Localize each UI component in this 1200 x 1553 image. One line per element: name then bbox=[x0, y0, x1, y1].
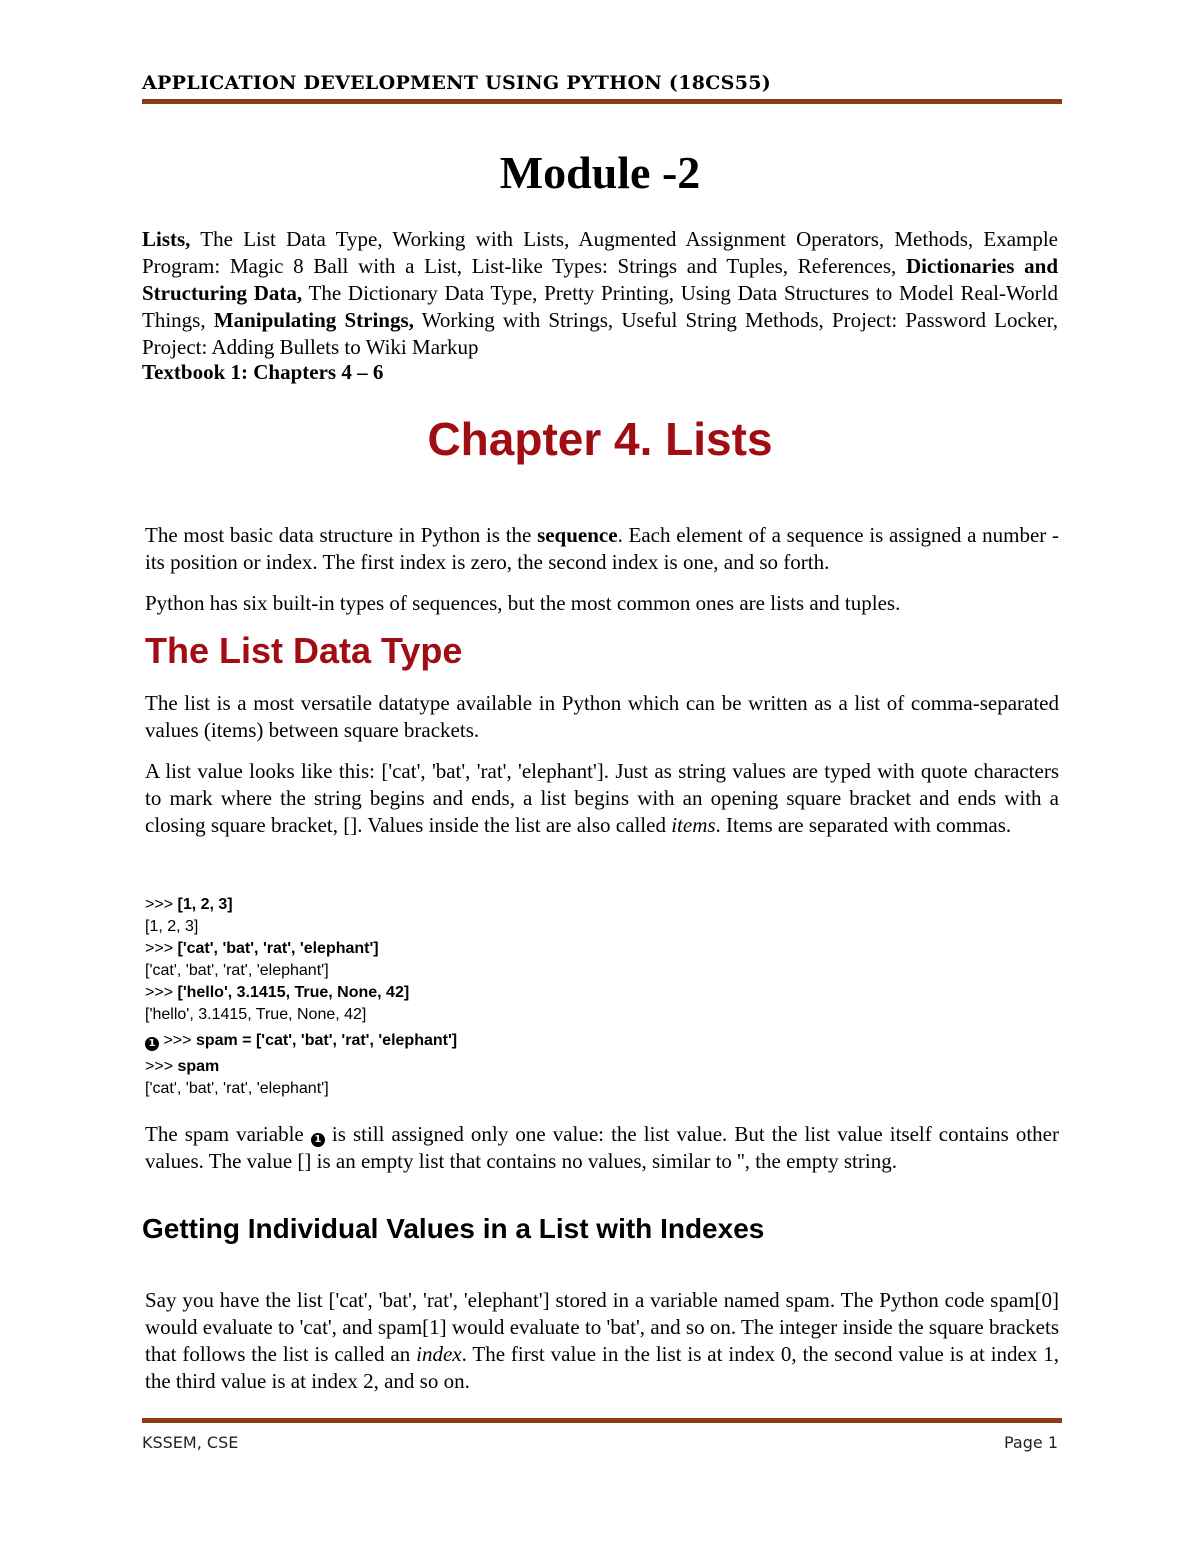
code-input: spam bbox=[177, 1058, 220, 1075]
module-title: Module -2 bbox=[499, 147, 701, 198]
callout-marker-icon: 1 bbox=[311, 1133, 325, 1147]
intro-paragraph-2: Python has six built-in types of sequences, but the most common ones are lists and tuples. bbox=[145, 591, 901, 615]
code-output: ['cat', 'bat', 'rat', 'elephant'] bbox=[145, 1080, 329, 1097]
text-run: . Items are separated with commas. bbox=[715, 813, 1012, 837]
text-run: . Each element of a sequence is assigned a number - its position or index. The first index is zero, the second index is one, and so forth. bbox=[145, 523, 1059, 574]
term-items: items bbox=[671, 813, 716, 837]
text-run: A list value looks like this: ['cat', 'bat', 'rat', 'elephant']. Just as string values are typed with quote characters to mark where the string begins and ends, a list begins with an opening square bracket and ends with a closing square bracket, []. Values inside the list are also called bbox=[145, 759, 1059, 837]
syllabus-text: The List Data Type, Working with Lists, Augmented Assignment Operators, Methods, Example Program: Magic 8 Ball with a List, List-like Types: Strings and Tuples, References, bbox=[142, 227, 1058, 278]
code-prompt: >>> bbox=[145, 940, 178, 957]
syllabus-topic-strings: Manipulating Strings, bbox=[213, 308, 414, 332]
syllabus-topic-lists: Lists, bbox=[142, 227, 191, 251]
code-input: spam = ['cat', 'bat', 'rat', 'elephant'] bbox=[195, 1032, 458, 1049]
footer-institution: KSSEM, CSE bbox=[142, 1433, 239, 1452]
code-line bbox=[145, 938, 1045, 960]
code-line bbox=[145, 1030, 1045, 1052]
code-prompt: >>> bbox=[163, 1032, 196, 1049]
running-header: APPLICATION DEVELOPMENT USING PYTHON (18CS55) bbox=[142, 72, 772, 94]
code-input: ['hello', 3.1415, True, None, 42] bbox=[177, 984, 410, 1001]
code-input: ['cat', 'bat', 'rat', 'elephant'] bbox=[177, 940, 379, 957]
header-rule bbox=[142, 99, 1062, 104]
code-line bbox=[145, 894, 1045, 916]
text-run: The most basic data structure in Python is the bbox=[145, 523, 538, 547]
footer-rule bbox=[142, 1418, 1062, 1423]
code-prompt: >>> bbox=[145, 896, 178, 913]
list-definition-paragraph: The list is a most versatile datatype available in Python which can be written as a list of comma-separated values (items) between square brackets. bbox=[145, 691, 1059, 742]
term-index: index bbox=[416, 1342, 462, 1366]
chapter-title: Chapter 4. Lists bbox=[427, 413, 773, 465]
code-line bbox=[145, 1056, 1045, 1078]
textbook-reference: Textbook 1: Chapters 4 – 6 bbox=[142, 360, 384, 384]
indexes-paragraph bbox=[145, 1287, 1059, 1395]
text-run: Say you have the list ['cat', 'bat', 'rat', 'elephant'] stored in a variable named spam. The Python code spam[0] would evaluate to 'cat', and spam[1] would evaluate to 'bat', and so on. The integer inside the square brackets that follows the list is called an bbox=[145, 1288, 1059, 1366]
term-sequence: sequence bbox=[537, 523, 618, 547]
code-output: [1, 2, 3] bbox=[145, 918, 199, 935]
intro-paragraph bbox=[145, 522, 1059, 576]
section-heading-indexes: Getting Individual Values in a List with Indexes bbox=[142, 1213, 765, 1244]
code-line bbox=[145, 982, 1045, 1004]
code-prompt: >>> bbox=[145, 984, 178, 1001]
text-run: The spam variable bbox=[145, 1122, 311, 1146]
syllabus-text: Working with Strings, Useful String Methods, Project: Password Locker, Project: Adding Bullets to Wiki Markup bbox=[142, 308, 1058, 359]
code-prompt: >>> bbox=[145, 1058, 178, 1075]
syllabus-topic-dictionaries: Dictionaries and Structuring Data, bbox=[142, 254, 1058, 305]
syllabus-text: The Dictionary Data Type, Pretty Printing, Using Data Structures to Model Real-World Things, bbox=[142, 281, 1058, 332]
text-run: is still assigned only one value: the list value. But the list value itself contains other values. The value [] is an empty list that contains no values, similar to '', the empty string. bbox=[145, 1122, 1059, 1173]
code-output: ['hello', 3.1415, True, None, 42] bbox=[145, 1006, 367, 1023]
callout-marker-icon: 1 bbox=[145, 1037, 159, 1051]
section-heading-list-data-type: The List Data Type bbox=[145, 630, 463, 671]
syllabus-paragraph bbox=[142, 226, 1058, 361]
page-number: Page 1 bbox=[1004, 1433, 1058, 1452]
code-example bbox=[145, 894, 1045, 1100]
code-output: ['cat', 'bat', 'rat', 'elephant'] bbox=[145, 962, 329, 979]
spam-variable-paragraph bbox=[145, 1121, 1059, 1175]
code-input: [1, 2, 3] bbox=[177, 896, 233, 913]
text-run: . The first value in the list is at index 0, the second value is at index 1, the third value is at index 2, and so on. bbox=[145, 1342, 1060, 1393]
list-value-paragraph bbox=[145, 758, 1059, 839]
